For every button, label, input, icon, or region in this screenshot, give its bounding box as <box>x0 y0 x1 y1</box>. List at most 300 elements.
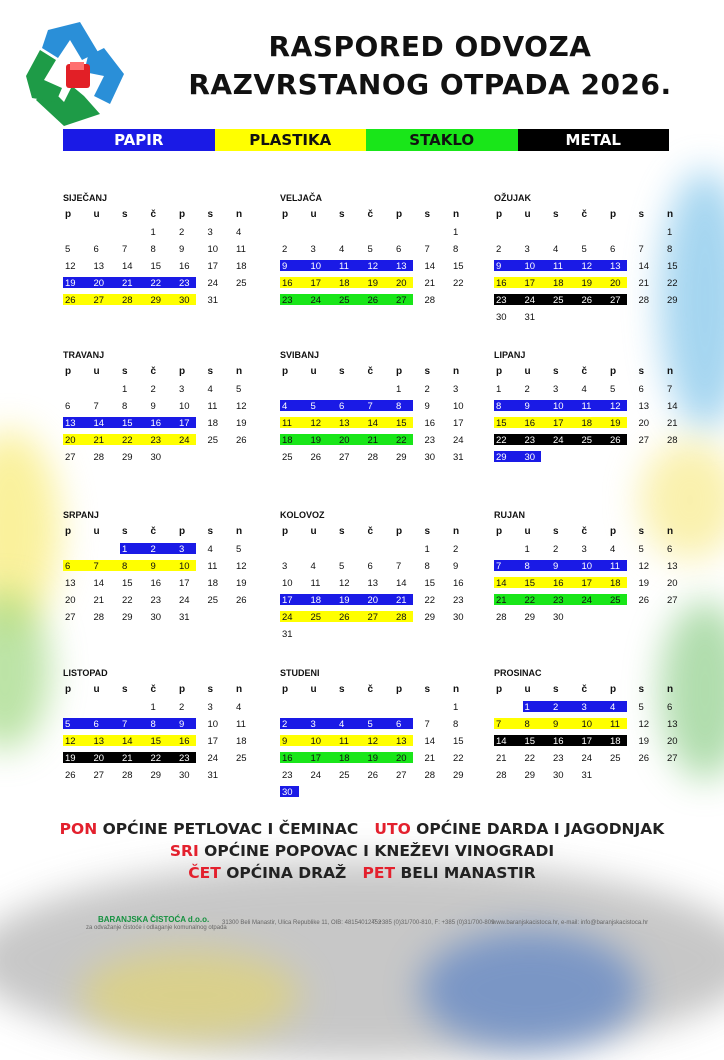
calendar-day: 20 <box>93 753 105 764</box>
schedule-day-pet: PET <box>362 864 396 882</box>
calendar-day: 13 <box>93 261 105 272</box>
calendar-day: 5 <box>367 719 373 730</box>
calendar-day: 28 <box>396 612 407 623</box>
calendar-day: 23 <box>553 753 564 764</box>
calendar-day: 5 <box>65 244 71 255</box>
calendar-day: 29 <box>524 770 536 781</box>
weekday-header: č <box>367 209 374 220</box>
calendar-day: 4 <box>207 384 213 395</box>
calendar-day: 27 <box>339 452 350 463</box>
calendar-day: 7 <box>367 401 373 412</box>
calendar-day: 25 <box>310 612 322 623</box>
calendar-day: 17 <box>581 736 593 747</box>
calendar-day: 7 <box>396 561 402 572</box>
weekday-header: s <box>638 366 645 377</box>
month-name: OŽUJAK <box>494 193 532 203</box>
calendar-day: 26 <box>367 295 379 306</box>
schedule-line-3 <box>0 864 724 882</box>
calendar-day: 25 <box>282 452 293 463</box>
weekday-header: u <box>310 526 317 537</box>
calendar-day: 1 <box>396 384 402 395</box>
calendar-day: 7 <box>122 244 128 255</box>
weekday-header: n <box>667 684 674 695</box>
legend-staklo: STAKLO <box>366 129 518 151</box>
calendar-day: 3 <box>310 244 316 255</box>
calendar-day: 23 <box>553 595 564 606</box>
calendar-day: 21 <box>122 278 133 289</box>
calendar-day: 8 <box>122 561 128 572</box>
calendar-day: 18 <box>310 595 322 606</box>
calendar-day: 21 <box>93 595 105 606</box>
calendar-day: 14 <box>496 578 507 589</box>
calendar-day: 16 <box>179 261 190 272</box>
calendar-day: 10 <box>179 561 190 572</box>
calendar-day: 3 <box>207 702 213 713</box>
calendar-day: 9 <box>496 261 502 272</box>
legend-papir: PAPIR <box>63 129 215 151</box>
calendar-day: 7 <box>424 719 430 730</box>
calendar-day: 8 <box>453 244 459 255</box>
calendar-day: 9 <box>524 401 530 412</box>
footer-subtitle: za odvažanje čistoće i odlaganje komunalnog otpada <box>86 925 227 931</box>
calendar-day: 1 <box>496 384 502 395</box>
calendar-day: 16 <box>150 578 162 589</box>
calendar-day: 13 <box>367 578 379 589</box>
month-6 <box>494 350 694 510</box>
calendar-day: 15 <box>496 418 507 429</box>
calendar-day: 19 <box>236 578 247 589</box>
calendar-day: 11 <box>236 244 246 255</box>
calendar-day: 23 <box>424 435 436 446</box>
calendar-day: 19 <box>367 753 379 764</box>
calendar-day: 29 <box>122 612 133 623</box>
calendar-day: 25 <box>610 753 621 764</box>
calendar-day: 10 <box>282 578 293 589</box>
weekday-header: p <box>396 526 403 537</box>
calendar-day: 22 <box>453 753 464 764</box>
calendar-day: 4 <box>236 227 242 238</box>
calendar-day: 29 <box>396 452 407 463</box>
calendar-day: 6 <box>667 544 673 555</box>
calendar-day: 16 <box>553 578 564 589</box>
calendar-day: 23 <box>496 295 507 306</box>
month-3 <box>494 193 694 353</box>
calendar-day: 18 <box>282 435 293 446</box>
calendar-day: 13 <box>65 578 76 589</box>
calendar-day: 11 <box>207 401 218 412</box>
calendar-day: 8 <box>150 719 156 730</box>
calendar-day: 16 <box>150 418 162 429</box>
weekday-header: s <box>122 684 128 695</box>
calendar-day: 24 <box>207 278 219 289</box>
calendar-day: 16 <box>453 578 464 589</box>
calendar-day: 29 <box>524 612 536 623</box>
weekday-header: p <box>179 366 186 377</box>
weekday-header: s <box>122 526 128 537</box>
calendar-day: 31 <box>282 629 293 640</box>
weekday-header: u <box>524 684 531 695</box>
weekday-header: n <box>667 209 674 220</box>
calendar-day: 28 <box>93 452 105 463</box>
schedule-area-cet: OPĆINA DRAŽ <box>226 864 347 882</box>
calendar-day: 24 <box>179 435 190 446</box>
calendar-day: 22 <box>122 595 133 606</box>
weekday-header: p <box>65 526 72 537</box>
calendar-day: 18 <box>207 578 219 589</box>
calendar-day: 7 <box>667 384 673 395</box>
calendar-day: 17 <box>524 278 536 289</box>
calendar-day: 29 <box>453 770 464 781</box>
calendar-day: 29 <box>424 612 436 623</box>
calendar-day: 12 <box>236 561 247 572</box>
calendar-day: 7 <box>496 719 502 730</box>
calendar-day: 20 <box>396 753 407 764</box>
calendar-day: 2 <box>496 244 502 255</box>
calendar-day: 19 <box>638 578 650 589</box>
calendar-day: 3 <box>179 384 185 395</box>
calendar-day: 14 <box>396 578 407 589</box>
calendar-day: 11 <box>282 418 292 429</box>
calendar-day: 31 <box>207 295 219 306</box>
calendar-day: 1 <box>453 702 459 713</box>
calendar-day: 9 <box>282 261 288 272</box>
calendar-day: 26 <box>339 612 350 623</box>
calendar-day: 20 <box>396 278 407 289</box>
calendar-day: 30 <box>524 452 536 463</box>
calendar-day: 23 <box>179 278 190 289</box>
calendar-day: 26 <box>610 435 621 446</box>
month-name: SRPANJ <box>63 510 99 520</box>
weekday-header: s <box>207 526 214 537</box>
calendar-day: 9 <box>150 561 156 572</box>
calendar-day: 18 <box>581 418 593 429</box>
calendar-day: 18 <box>236 261 247 272</box>
calendar-day: 22 <box>396 435 407 446</box>
calendar-day: 17 <box>310 753 322 764</box>
calendar-day: 9 <box>424 401 430 412</box>
calendar-day: 28 <box>638 295 650 306</box>
calendar-day: 3 <box>179 544 185 555</box>
month-name: LISTOPAD <box>63 668 108 678</box>
weekday-header: s <box>122 209 128 220</box>
calendar-day: 12 <box>310 418 322 429</box>
calendar-day: 3 <box>310 719 316 730</box>
calendar-day: 12 <box>581 261 593 272</box>
calendar-day: 8 <box>122 401 128 412</box>
calendar-day: 21 <box>93 435 105 446</box>
calendar-day: 23 <box>282 770 293 781</box>
calendar-day: 21 <box>638 278 650 289</box>
calendar-day: 19 <box>339 595 350 606</box>
weekday-header: s <box>339 209 345 220</box>
weekday-header: č <box>581 366 588 377</box>
calendar-day: 18 <box>553 278 564 289</box>
calendar-day: 27 <box>610 295 621 306</box>
calendar-day: 22 <box>424 595 436 606</box>
calendar-day: 23 <box>453 595 464 606</box>
watercolor-green-left <box>0 590 50 750</box>
calendar-day: 3 <box>282 561 288 572</box>
legend-plastika: PLASTIKA <box>215 129 367 151</box>
calendar-day: 7 <box>122 719 128 730</box>
weekday-header: p <box>282 366 289 377</box>
calendar-day: 4 <box>553 244 559 255</box>
weekday-header: s <box>553 209 559 220</box>
calendar-day: 9 <box>553 719 559 730</box>
calendar-day: 5 <box>638 544 644 555</box>
calendar-day: 17 <box>207 261 219 272</box>
weekday-header: č <box>367 366 374 377</box>
calendar-day: 15 <box>524 578 536 589</box>
calendar-day: 2 <box>179 702 185 713</box>
weekday-header: u <box>93 684 100 695</box>
weekday-header: n <box>453 366 460 377</box>
calendar-day: 30 <box>150 612 162 623</box>
calendar-day: 19 <box>310 435 322 446</box>
weekday-header: č <box>581 526 588 537</box>
calendar-day: 4 <box>610 702 616 713</box>
month-name: LIPANJ <box>494 350 526 360</box>
calendar-day: 29 <box>150 770 162 781</box>
calendar-day: 30 <box>282 787 293 798</box>
calendar-day: 28 <box>367 452 379 463</box>
weekday-header: s <box>424 209 431 220</box>
calendar-day: 6 <box>396 244 402 255</box>
calendar-day: 4 <box>282 401 288 412</box>
calendar-day: 18 <box>207 418 219 429</box>
calendar-day: 25 <box>339 295 350 306</box>
waste-type-legend <box>63 129 669 151</box>
calendar-day: 13 <box>610 261 621 272</box>
calendar-day: 11 <box>207 561 218 572</box>
calendar-day: 8 <box>150 244 156 255</box>
weekday-header: p <box>496 209 503 220</box>
calendar-day: 4 <box>339 244 345 255</box>
calendar-day: 8 <box>453 719 459 730</box>
calendar-day: 28 <box>496 770 507 781</box>
footer-company: BARANJSKA ČISTOĆA d.o.o. <box>98 915 210 924</box>
weekday-header: s <box>638 209 645 220</box>
schedule-line-1 <box>0 820 724 838</box>
calendar-day: 15 <box>524 736 536 747</box>
calendar-day: 31 <box>179 612 190 623</box>
calendar-day: 4 <box>310 561 316 572</box>
calendar-day: 24 <box>581 753 593 764</box>
weekday-header: p <box>65 209 72 220</box>
calendar-day: 28 <box>424 295 436 306</box>
calendar-day: 28 <box>122 295 133 306</box>
month-11 <box>280 668 480 828</box>
calendar-day: 24 <box>581 595 593 606</box>
calendar-day: 12 <box>65 261 76 272</box>
calendar-day: 7 <box>93 561 99 572</box>
calendar-day: 13 <box>638 401 650 412</box>
month-name: RUJAN <box>494 510 526 520</box>
calendar-day: 7 <box>93 401 99 412</box>
calendar-day: 22 <box>453 278 464 289</box>
calendar-day: 15 <box>150 261 162 272</box>
schedule-day-pon: PON <box>59 820 98 838</box>
calendar-day: 27 <box>667 595 678 606</box>
calendar-day: 9 <box>179 244 185 255</box>
calendar-day: 27 <box>638 435 650 446</box>
schedule-area-pet: BELI MANASTIR <box>400 864 536 882</box>
calendar-day: 21 <box>424 278 436 289</box>
weekday-header: s <box>424 366 431 377</box>
footer <box>0 915 724 935</box>
calendar-day: 3 <box>581 544 587 555</box>
calendar-day: 20 <box>667 736 678 747</box>
weekday-header: p <box>65 684 72 695</box>
legend-metal: METAL <box>518 129 670 151</box>
calendar-day: 5 <box>610 384 616 395</box>
weekday-header: p <box>179 684 186 695</box>
calendar-day: 23 <box>524 435 536 446</box>
weekday-header: s <box>339 684 345 695</box>
calendar-day: 25 <box>236 278 247 289</box>
calendar-day: 15 <box>150 736 162 747</box>
calendar-day: 13 <box>93 736 105 747</box>
calendar-day: 17 <box>179 578 190 589</box>
calendar-day: 22 <box>150 753 162 764</box>
calendar-day: 18 <box>339 753 350 764</box>
schedule-day-cet: ČET <box>188 864 221 882</box>
month-10 <box>63 668 263 828</box>
calendar-day: 10 <box>581 561 593 572</box>
calendar-day: 14 <box>93 578 105 589</box>
calendar-day: 15 <box>453 736 464 747</box>
calendar-day: 20 <box>339 435 350 446</box>
calendar-day: 2 <box>150 384 156 395</box>
weekday-header: s <box>207 366 214 377</box>
weekday-header: n <box>453 526 460 537</box>
calendar-day: 10 <box>207 719 219 730</box>
month-7 <box>63 510 263 670</box>
weekday-header: u <box>310 366 317 377</box>
calendar-day: 2 <box>179 227 185 238</box>
footer-web: www.baranjskacistoca.hr, e-mail: info@baranjskacistoca.hr <box>492 920 649 926</box>
calendar-day: 8 <box>524 719 530 730</box>
calendar-day: 8 <box>524 561 530 572</box>
calendar-day: 1 <box>524 544 530 555</box>
calendar-day: 28 <box>122 770 133 781</box>
schedule-day-uto: UTO <box>374 820 411 838</box>
calendar-day: 22 <box>496 435 507 446</box>
calendar-day: 21 <box>367 435 379 446</box>
weekday-header: n <box>236 526 243 537</box>
month-name: PROSINAC <box>494 668 542 678</box>
weekday-header: n <box>236 684 243 695</box>
month-name: KOLOVOZ <box>280 510 325 520</box>
weekday-header: s <box>122 366 128 377</box>
page-title-line2: RAZVRSTANOG OTPADA 2026. <box>188 68 672 101</box>
weekday-header: p <box>396 209 403 220</box>
calendar-day: 3 <box>553 384 559 395</box>
calendar-day: 6 <box>93 244 99 255</box>
calendar-day: 19 <box>236 418 247 429</box>
calendar-day: 26 <box>638 753 650 764</box>
calendar-day: 19 <box>638 736 650 747</box>
calendar-day: 14 <box>424 736 436 747</box>
calendar-day: 12 <box>638 719 650 730</box>
weekday-header: p <box>179 526 186 537</box>
calendar-day: 15 <box>122 418 133 429</box>
calendar-day: 15 <box>122 578 133 589</box>
weekday-header: n <box>453 684 460 695</box>
calendar-day: 22 <box>122 435 133 446</box>
calendar-day: 19 <box>610 418 621 429</box>
calendar-day: 14 <box>122 736 133 747</box>
calendar-day: 27 <box>93 295 105 306</box>
calendar-day: 17 <box>553 418 564 429</box>
calendar-day: 8 <box>667 244 673 255</box>
calendar-day: 6 <box>93 719 99 730</box>
calendar-day: 25 <box>236 753 247 764</box>
highlight-papir <box>494 560 627 571</box>
month-name: VELJAČA <box>280 193 323 203</box>
calendar-day: 11 <box>339 736 349 747</box>
weekday-header: č <box>581 209 588 220</box>
calendar-day: 13 <box>339 418 350 429</box>
calendar-day: 16 <box>524 418 536 429</box>
calendar-day: 16 <box>282 753 293 764</box>
month-name: STUDENI <box>280 668 320 678</box>
calendar-day: 5 <box>367 244 373 255</box>
calendar-day: 30 <box>150 452 162 463</box>
calendar-day: 12 <box>236 401 247 412</box>
weekday-header: u <box>310 209 317 220</box>
weekday-header: p <box>65 366 72 377</box>
calendar-day: 6 <box>396 719 402 730</box>
calendar-day: 26 <box>638 595 650 606</box>
page-title-line1: RASPORED ODVOZA <box>268 30 592 63</box>
calendar-day: 2 <box>150 544 156 555</box>
calendar-day: 4 <box>581 384 587 395</box>
weekday-header: n <box>453 209 460 220</box>
weekday-header: s <box>207 209 214 220</box>
weekday-header: n <box>667 366 674 377</box>
calendar-day: 28 <box>496 612 507 623</box>
calendar-day: 6 <box>367 561 373 572</box>
calendar-day: 6 <box>667 702 673 713</box>
month-1 <box>63 193 263 353</box>
weekday-header: č <box>367 684 374 695</box>
calendar-day: 18 <box>610 578 621 589</box>
calendar-day: 8 <box>496 401 502 412</box>
calendar-day: 11 <box>610 719 620 730</box>
weekday-header: p <box>282 209 289 220</box>
weekday-header: p <box>610 526 617 537</box>
calendar-day: 5 <box>339 561 345 572</box>
weekday-header: u <box>93 366 100 377</box>
schedule-line-2 <box>0 842 724 860</box>
calendar-day: 18 <box>339 278 350 289</box>
calendar-day: 5 <box>638 702 644 713</box>
calendar-day: 20 <box>93 278 105 289</box>
calendar-day: 20 <box>610 278 621 289</box>
calendar-day: 14 <box>93 418 105 429</box>
calendar-day: 24 <box>310 295 322 306</box>
calendar-day: 1 <box>424 544 430 555</box>
calendar-day: 14 <box>122 261 133 272</box>
calendar-day: 6 <box>339 401 345 412</box>
calendar-day: 28 <box>424 770 436 781</box>
calendar-day: 13 <box>667 561 678 572</box>
calendar-day: 1 <box>150 702 156 713</box>
calendar-day: 26 <box>310 452 322 463</box>
calendar-day: 23 <box>150 595 162 606</box>
weekday-header: p <box>282 526 289 537</box>
